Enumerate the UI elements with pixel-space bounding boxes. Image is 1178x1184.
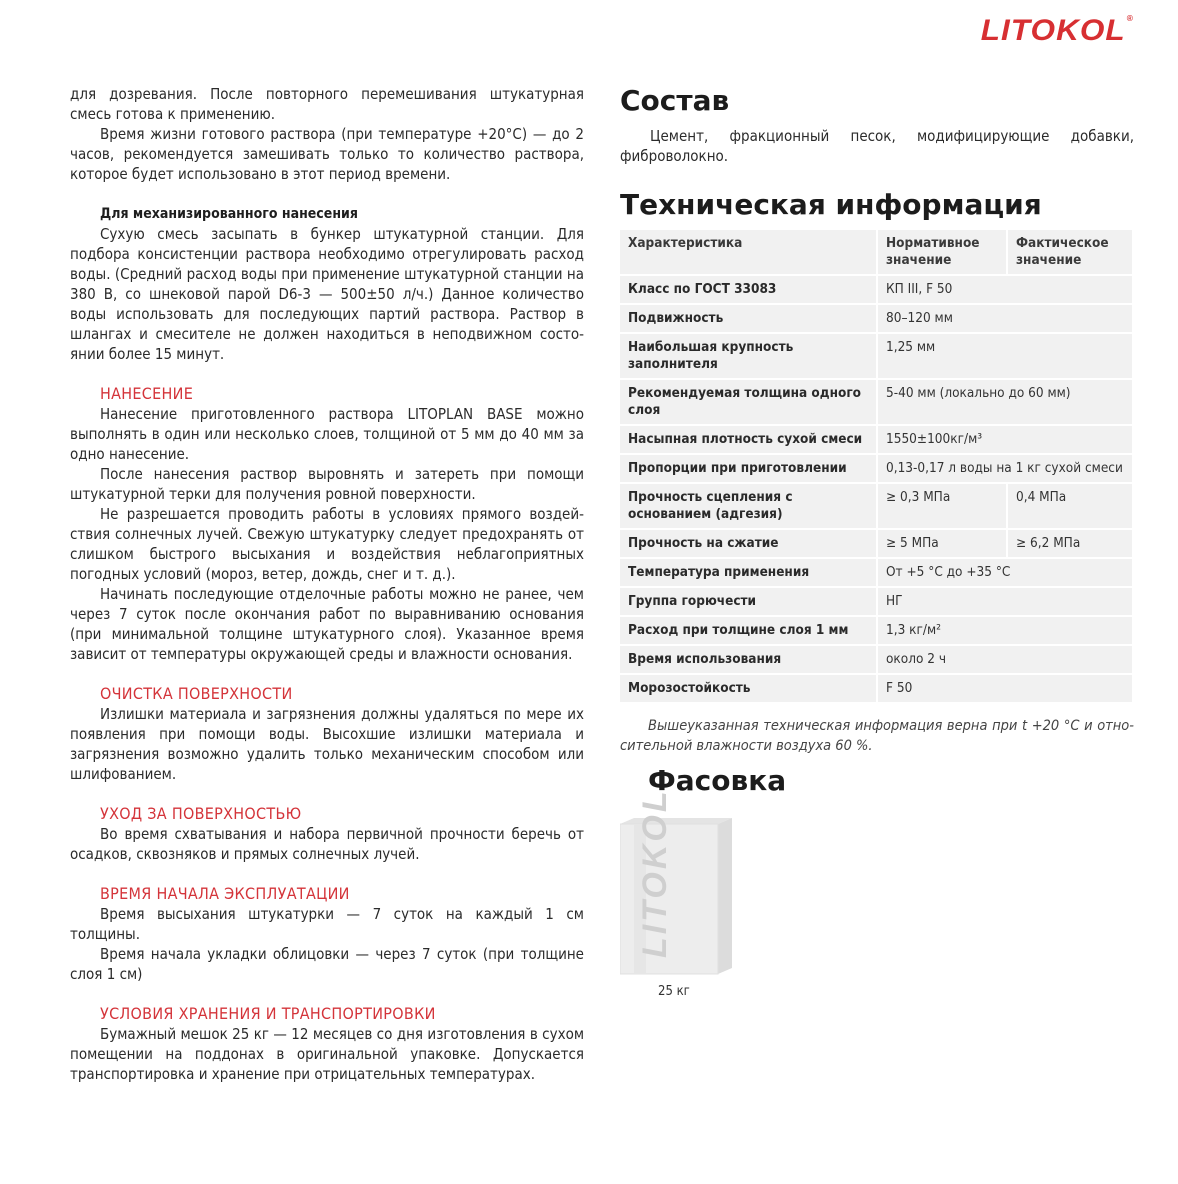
paragraph: Время высыхания штукатурки — 7 суток на каждый 1 см толщины. (70, 905, 584, 943)
paragraph: Сухую смесь засыпать в бункер штукатурной станции. Для подбора консистенции раствора необходимо отрегулировать расход воды. (Средний расход воды при применение штукатурной станции на 380 В, со шнековой парой D6-3 — 500±50 л/ч.) Данное количество воды использовать для последующих партий раствора. Раствор в шлангах и смесителе не должен находиться в неподвижном состоянии более 15 минут. (70, 225, 584, 363)
table-row (620, 276, 1134, 305)
packaging-caption: 25 кг (658, 984, 690, 999)
table-cell-normative: 0,13-0,17 л воды на 1 кг сухой смеси (878, 455, 1134, 484)
table-cell-normative: около 2 ч (878, 646, 1134, 675)
table-cell-normative: 1,25 мм (878, 334, 1134, 380)
tech-info-title: Техническая информация (620, 188, 1042, 221)
table-cell-characteristic: Рекомендуемая толщина одного слоя (620, 380, 878, 426)
table-cell-characteristic: Прочность сцепления с основанием (адгезия) (620, 484, 878, 530)
table-cell-normative: ≥ 5 МПа (878, 530, 1008, 559)
paragraph: Время жизни готового раствора (при температуре +20°С) — до 2 часов, рекомендуется замешивать только то количество раствора, которое будет использовано в этот период времени. (70, 125, 584, 183)
table-cell-normative: F 50 (878, 675, 1134, 704)
table-cell-actual: 0,4 МПа (1008, 484, 1134, 530)
table-cell-characteristic: Расход при толщине слоя 1 мм (620, 617, 878, 646)
paragraph: Время начала укладки облицовки — через 7 суток (при толщине слоя 1 см) (70, 945, 584, 983)
table-cell-normative: 1550±100кг/м³ (878, 426, 1134, 455)
paragraph: Начинать последующие отделочные работы можно не ранее, чем через 7 суток после окончания работ по выравниванию основания (при минимальной толщине штукатурного слоя). Указанное время зависит от температуры окружающей среды и влажности основания. (70, 585, 584, 663)
table-row (620, 646, 1134, 675)
table-header-cell: Нормативное значение (878, 230, 1008, 276)
table-row (620, 588, 1134, 617)
table-header-cell: Фактическое значение (1008, 230, 1134, 276)
litokol-logo: LITOKOL® (980, 14, 1134, 47)
composition-title: Состав (620, 84, 730, 117)
table-row (620, 675, 1134, 704)
table-cell-characteristic: Насыпная плотность сухой смеси (620, 426, 878, 455)
packaging-title: Фасовка (648, 764, 787, 797)
section-title-application: НАНЕСЕНИЕ (100, 384, 194, 403)
paragraph: Не разрешается проводить работы в условиях прямого воздействия солнечных лучей. Свежую штукатурку следует предохранять от слишком быстрого высыхания и воздействия неблагоприятных погодных условий (мороз, ветер, дождь, снег и т. д.). (70, 505, 584, 583)
table-cell-characteristic: Класс по ГОСТ 33083 (620, 276, 878, 305)
table-cell-characteristic: Пропорции при приготовлении (620, 455, 878, 484)
table-cell-normative: КП III, F 50 (878, 276, 1134, 305)
table-row (620, 380, 1134, 426)
table-cell-characteristic: Подвижность (620, 305, 878, 334)
table-cell-characteristic: Прочность на сжатие (620, 530, 878, 559)
table-row (620, 617, 1134, 646)
table-header-row (620, 230, 1134, 276)
table-row (620, 334, 1134, 380)
paragraph: Нанесение приготовленного раствора LITOPLAN BASE можно выполнять в один или несколько слоев, толщиной от 5 мм до 40 мм за одно нанесение. (70, 405, 584, 463)
right-column (620, 84, 1134, 999)
section-title-care: УХОД ЗА ПОВЕРХНОСТЬЮ (100, 804, 302, 823)
bag-logo-text: LITOKOL (636, 788, 674, 958)
paragraph: Излишки материала и загрязнения должны удаляться по мере их появления при помощи воды. Высохшие излишки материала и загрязнения возможно удалить только механическим способом или шлифованием. (70, 705, 584, 783)
table-cell-characteristic: Группа горючести (620, 588, 878, 617)
table-row (620, 426, 1134, 455)
section-title-storage: УСЛОВИЯ ХРАНЕНИЯ И ТРАНСПОРТИРОВКИ (100, 1004, 436, 1023)
paragraph: После нанесения раствор выровнять и затереть при помощи штукатурной терки для получения ровной поверхности. (70, 465, 584, 503)
tech-table (620, 230, 1134, 704)
table-cell-normative: 5-40 мм (локально до 60 мм) (878, 380, 1134, 426)
table-cell-characteristic: Морозостойкость (620, 675, 878, 704)
table-row (620, 559, 1134, 588)
table-cell-actual: ≥ 6,2 МПа (1008, 530, 1134, 559)
table-row (620, 530, 1134, 559)
paragraph: Бумажный мешок 25 кг — 12 месяцев со дня изготовления в сухом помещении на поддонах в оригинальной упаковке. Допускается транспортировка и хранение при отрицательных температурах. (70, 1025, 584, 1083)
composition-text: Цемент, фракционный песок, модифицирующие добавки, фиброволокно. (620, 127, 1134, 165)
subheading-mechanized: Для механизированного нанесения (100, 206, 358, 222)
paragraph: Во время схватывания и набора первичной прочности беречь от осадков, сквозняков и прямых солнечных лучей. (70, 825, 584, 863)
table-header-cell: Характеристика (620, 230, 878, 276)
table-row (620, 305, 1134, 334)
left-column (70, 84, 584, 1084)
section-title-cleaning: ОЧИСТКА ПОВЕРХНОСТИ (100, 684, 293, 703)
bag-image (620, 788, 730, 978)
table-cell-characteristic: Температура применения (620, 559, 878, 588)
table-cell-normative: НГ (878, 588, 1134, 617)
table-cell-normative: 80–120 мм (878, 305, 1134, 334)
paragraph: для дозревания. После повторного перемешивания штукатурная смесь готова к применению. (70, 85, 584, 123)
table-cell-characteristic: Время использования (620, 646, 878, 675)
section-title-start: ВРЕМЯ НАЧАЛА ЭКСПЛУАТАЦИИ (100, 884, 350, 903)
table-cell-normative: ≥ 0,3 МПа (878, 484, 1008, 530)
table-cell-characteristic: Наибольшая крупность заполнителя (620, 334, 878, 380)
table-row (620, 455, 1134, 484)
table-row (620, 484, 1134, 530)
tech-note: Вышеуказанная техническая информация верна при t +20 °C и относительной влажности воздуха 60 %. (620, 718, 1134, 754)
table-cell-normative: От +5 °С до +35 °С (878, 559, 1134, 588)
table-cell-normative: 1,3 кг/м² (878, 617, 1134, 646)
